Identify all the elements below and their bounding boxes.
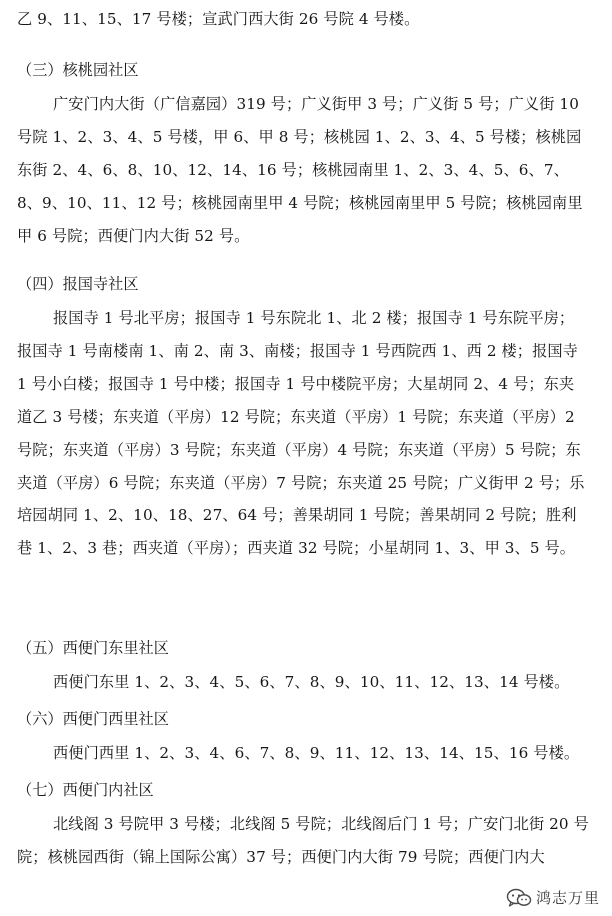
section-heading-7: （七）西便门内社区 xyxy=(17,781,154,799)
section-heading-5: （五）西便门东里社区 xyxy=(17,639,169,657)
watermark xyxy=(506,887,600,908)
wechat-icon xyxy=(506,888,532,908)
section-heading-3: （三）核桃园社区 xyxy=(17,61,139,79)
section-heading-4: （四）报国寺社区 xyxy=(17,275,139,293)
section-body-6: 西便门西里 1、2、3、4、6、7、8、9、11、12、13、14、15、16 号楼。 xyxy=(53,744,580,762)
section-heading-6: （六）西便门西里社区 xyxy=(17,710,169,728)
section-body-7: 北线阁 3 号院甲 3 号楼；北线阁 5 号院；北线阁后门 1 号；广安门北街 20 号院；核桃园西街（锦上国际公寓）37 号；西便门内大街 79 号院；西便门内大 xyxy=(17,815,589,866)
section-body-5: 西便门东里 1、2、3、4、5、6、7、8、9、10、11、12、13、14 号楼。 xyxy=(53,673,570,691)
section-body-4: 报国寺 1 号北平房；报国寺 1 号东院北 1、北 2 楼；报国寺 1 号东院平房；报国寺 1 号南楼南 1、南 2、南 3、南楼；报国寺 1 号西院西 1、西 2 楼；报国寺 1 号小白楼；报国寺 1 号中楼；报国寺 1 号中楼院平房；大星胡同 2、4 号；东夹道乙 3 号楼；东夹道（平房）12 号院；东夹道（平房）1 号院；东夹道（平房）2 号院；东夹道（平房）3 号院；东夹道（平房）4 号院；东夹道（平房）5 号院；东夹道（平房）6 号院；东夹道（平房）7 号院；东夹道 25 号院；广义街甲 2 号；乐培园胡同 1、2、10、18、27、64 号；善果胡同 1 号院；善果胡同 2 号院；胜利巷 1、2、3 巷；西夹道（平房）；西夹道 32 号院；小星胡同 1、3、甲 3、5 号。 xyxy=(17,309,585,558)
section-body-3: 广安门内大街（广信嘉园）319 号；广义街甲 3 号；广义街 5 号；广义街 10 号院 1、2、3、4、5 号楼，甲 6、甲 8 号；核桃园 1、2、3、4、5 号楼；核桃园东街 2、4、6、8、10、12、14、16 号；核桃园南里 1、2、3、4、5、6、7、8、9、10、11、12 号；核桃园南里甲 4 号院；核桃园南里甲 5 号院；核桃园南里甲 6 号院；西便门内大街 52 号。 xyxy=(17,95,583,245)
continuation-text: 乙 9、11、15、17 号楼；宣武门西大街 26 号院 4 号楼。 xyxy=(17,10,420,28)
watermark-text: 鸿志万里 xyxy=(535,889,600,907)
